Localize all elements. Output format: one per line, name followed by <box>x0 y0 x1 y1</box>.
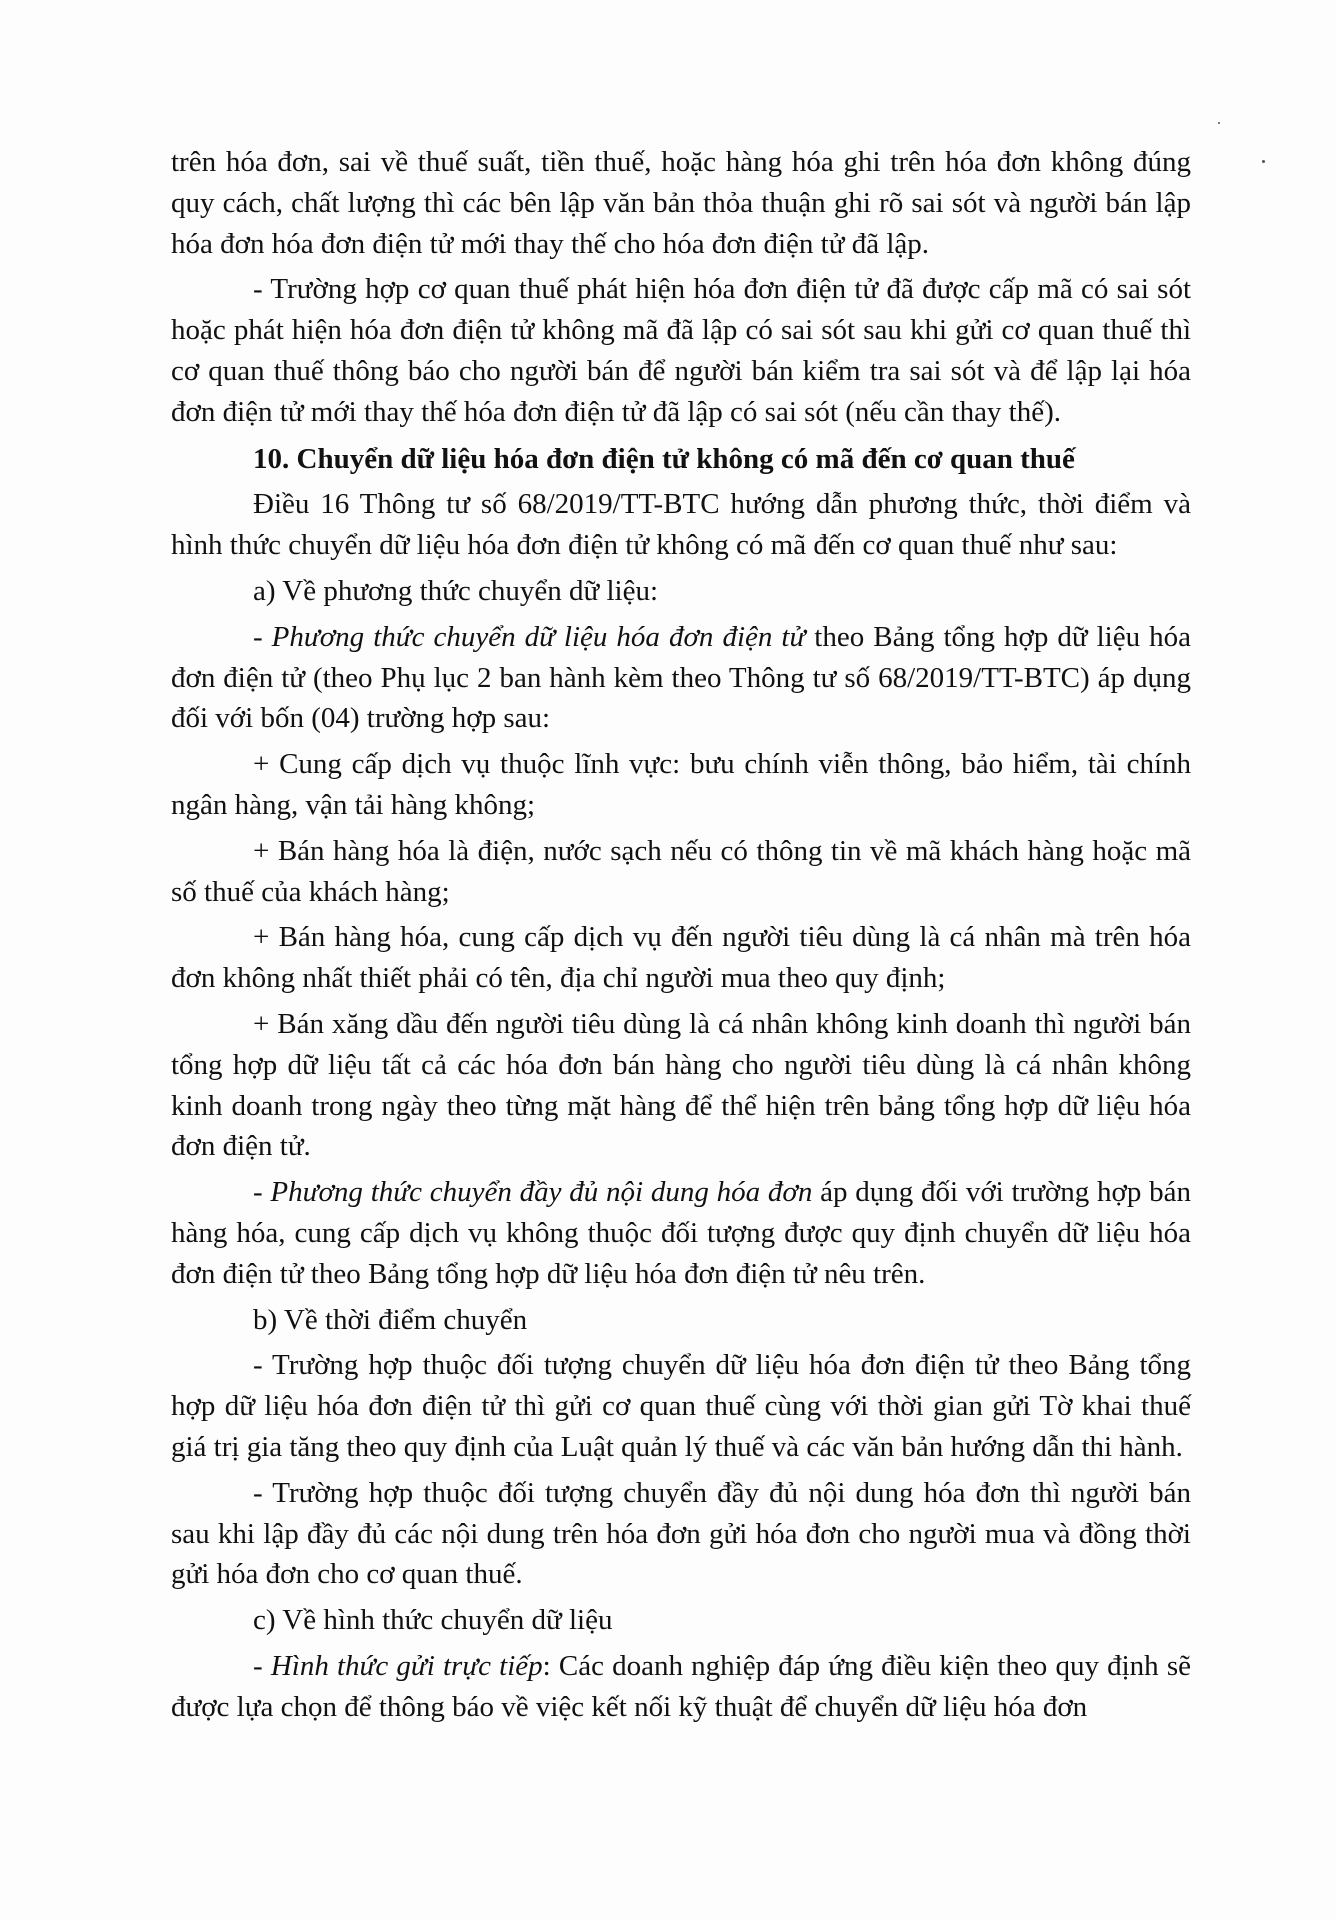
scan-speck <box>1262 160 1265 163</box>
paragraph-timing-full: - Trường hợp thuộc đối tượng chuyển đầy đủ nội dung hóa đơn thì người bán sau khi lập đầy đủ các nội dung trên hóa đơn gửi hóa đơn cho người mua và đồng thời gửi hóa đơn cho cơ quan thuế. <box>171 1476 1191 1591</box>
paragraph-direct-sending <box>171 1646 1191 1728</box>
italic-term: - Phương thức chuyển dữ liệu hóa đơn điện tử <box>253 620 806 653</box>
paragraph-text: theo Bảng tổng hợp dữ liệu hóa đơn điện tử (theo Phụ lục 2 ban hành kèm theo Thông tư số 68/2019/TT-BTC) áp dụng đối với bốn (04) trường hợp sau: <box>171 620 1191 735</box>
subsection-b-title: b) Về thời điểm chuyển <box>253 1303 528 1336</box>
subsection-c-title: c) Về hình thức chuyển dữ liệu <box>253 1604 613 1637</box>
paragraph-full-content-method <box>171 1172 1191 1294</box>
bullet-telecom: + Cung cấp dịch vụ thuộc lĩnh vực: bưu chính viễn thông, bảo hiểm, tài chính ngân hàng, vận tải hàng không; <box>171 748 1191 821</box>
paragraph-timing-summary: - Trường hợp thuộc đối tượng chuyển dữ liệu hóa đơn điện tử theo Bảng tổng hợp dữ liệu hóa đơn điện tử thì gửi cơ quan thuế cùng với thời gian gửi Tờ khai thuế giá trị gia tăng theo quy định của Luật quản lý thuế và các văn bản hướng dẫn thi hành. <box>171 1349 1191 1463</box>
paragraph-text: áp dụng đối với trường hợp bán hàng hóa, cung cấp dịch vụ không thuộc đối tượng được quy định chuyển dữ liệu hóa đơn điện tử theo Bảng tổng hợp dữ liệu hóa đơn điện tử nêu trên. <box>171 1176 1192 1290</box>
italic-term: - Phương thức chuyển đầy đủ nội dung hóa đơn <box>253 1176 813 1209</box>
scan-speck <box>1218 122 1220 124</box>
bullet-individual-consumers: + Bán hàng hóa, cung cấp dịch vụ đến người tiêu dùng là cá nhân mà trên hóa đơn không nhất thiết phải có tên, địa chỉ người mua theo quy định; <box>171 921 1191 995</box>
bullet-electricity-water: + Bán hàng hóa là điện, nước sạch nếu có thông tin về mã khách hàng hoặc mã số thuế của khách hàng; <box>171 834 1191 908</box>
section-heading: 10. Chuyển dữ liệu hóa đơn điện tử không có mã đến cơ quan thuế <box>253 442 1075 475</box>
paragraph-text: : Các doanh nghiệp đáp ứng điều kiện theo quy định sẽ được lựa chọn để thông báo về việc kết nối kỹ thuật để chuyển dữ liệu hóa đơn <box>171 1649 1191 1723</box>
italic-term: - Hình thức gửi trực tiếp <box>253 1649 543 1682</box>
subsection-a-title: a) Về phương thức chuyển dữ liệu: <box>253 574 659 607</box>
paragraph-summary-method <box>171 617 1191 739</box>
document-body <box>171 142 1191 1727</box>
bullet-petrol: + Bán xăng dầu đến người tiêu dùng là cá nhân không kinh doanh thì người bán tổng hợp dữ liệu tất cả các hóa đơn bán hàng cho người tiêu dùng là cá nhân không kinh doanh trong ngày theo từng mặt hàng để thể hiện trên bảng tổng hợp dữ liệu hóa đơn điện tử. <box>171 1007 1191 1163</box>
paragraph-tax-authority: - Trường hợp cơ quan thuế phát hiện hóa đơn điện tử đã được cấp mã có sai sót hoặc phát hiện hóa đơn điện tử không mã đã lập có sai sót sau khi gửi cơ quan thuế thì cơ quan thuế thông báo cho người bán để người bán kiểm tra sai sót và để lập lại hóa đơn điện tử mới thay thế hóa đơn điện tử đã lập có sai sót (nếu cần thay thế). <box>171 273 1191 428</box>
paragraph-continued: trên hóa đơn, sai về thuế suất, tiền thuế, hoặc hàng hóa ghi trên hóa đơn không đúng quy cách, chất lượng thì các bên lập văn bản thỏa thuận ghi rõ sai sót và người bán lập hóa đơn hóa đơn điện tử mới thay thế cho hóa đơn điện tử đã lập. <box>171 146 1191 260</box>
paragraph-article-16: Điều 16 Thông tư số 68/2019/TT-BTC hướng dẫn phương thức, thời điểm và hình thức chuyển dữ liệu hóa đơn điện tử không có mã đến cơ quan thuế như sau: <box>171 488 1191 562</box>
